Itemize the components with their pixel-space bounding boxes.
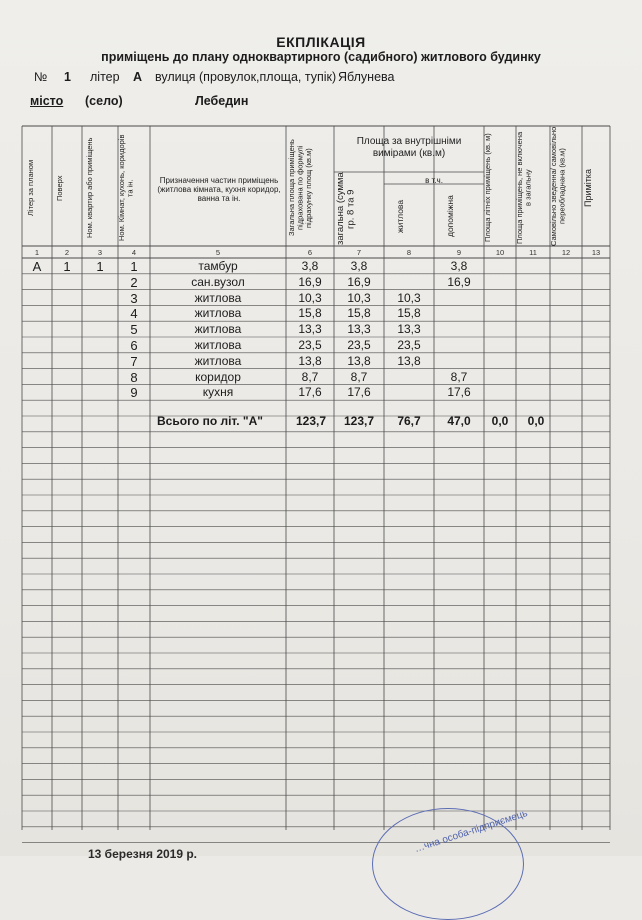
header-room: Ном. Кімнат, кухонь, коридорів та ін. xyxy=(117,134,135,242)
cell-formula-area: 13,8 xyxy=(298,353,322,368)
document-title: ЕКПЛІКАЦІЯ xyxy=(276,34,366,50)
column-number: 7 xyxy=(356,248,362,257)
cell-auxiliary: 8,7 xyxy=(450,369,468,384)
cell-living: 13,8 xyxy=(397,353,421,368)
cell-room: 5 xyxy=(130,322,138,338)
number-label: № xyxy=(34,70,48,84)
cell-apartment: 1 xyxy=(96,259,104,274)
column-number: 8 xyxy=(406,248,412,257)
header-floor: Поверх xyxy=(55,175,64,201)
cell-room: 1 xyxy=(130,259,138,274)
cell-formula-area: 10,3 xyxy=(298,290,322,305)
header-excluded: Площа приміщень, не включена в загальну xyxy=(515,131,533,245)
cell-total-area: 10,3 xyxy=(347,290,371,305)
street-label: вулиця (провулок,площа, тупік) xyxy=(155,70,337,84)
header-incl-group: в т.ч. xyxy=(425,176,443,185)
header-living: житлова xyxy=(395,199,405,233)
liter-value: А xyxy=(133,70,143,84)
cell-purpose: коридор xyxy=(195,369,241,384)
seal-stamp-text: …чна особа-підприємець xyxy=(413,808,530,855)
cell-auxiliary: 16,9 xyxy=(447,274,471,289)
cell-living: 10,3 xyxy=(397,290,421,305)
city-value: Лебедин xyxy=(195,94,249,108)
column-number: 13 xyxy=(591,248,601,257)
column-number: 12 xyxy=(561,248,571,257)
totals-auxiliary: 47,0 xyxy=(447,414,471,428)
street-value: Яблунева xyxy=(338,70,395,84)
cell-room: 8 xyxy=(130,369,138,385)
cell-formula-area: 16,9 xyxy=(298,274,322,289)
totals-living: 76,7 xyxy=(397,414,421,428)
cell-room: 9 xyxy=(130,385,138,401)
document-date: 13 березня 2019 р. xyxy=(88,847,198,861)
cell-purpose: житлова xyxy=(194,353,242,368)
number-value: 1 xyxy=(64,70,71,84)
header-liter: Літер за планом xyxy=(26,159,35,217)
column-number: 5 xyxy=(215,248,221,257)
cell-room: 6 xyxy=(130,338,138,353)
totals-label: Всього по літ. "А" xyxy=(157,414,263,428)
cell-room: 4 xyxy=(130,306,138,322)
cell-formula-area: 13,3 xyxy=(298,322,322,337)
cell-total-area: 8,7 xyxy=(350,369,368,384)
cell-total-area: 13,8 xyxy=(347,353,371,368)
city-label: місто xyxy=(30,94,64,108)
cell-room: 2 xyxy=(130,274,138,290)
cell-formula-area: 3,8 xyxy=(301,259,319,273)
column-number: 4 xyxy=(131,248,137,257)
column-number: 2 xyxy=(64,248,70,257)
cell-purpose: житлова xyxy=(194,338,242,352)
cell-living: 15,8 xyxy=(397,306,421,321)
cell-purpose: житлова xyxy=(194,322,242,337)
header-apartment: Ном. квартир або приміщень xyxy=(85,137,94,239)
cell-purpose: житлова xyxy=(194,290,242,305)
totals-excluded: 0,0 xyxy=(527,414,545,428)
cell-auxiliary: 17,6 xyxy=(447,385,471,400)
header-inner-area-group: Площа за внутрішніми вимірами (кв.м) xyxy=(356,136,462,159)
column-number: 1 xyxy=(34,248,40,257)
cell-floor: 1 xyxy=(63,259,71,274)
cell-living: 13,3 xyxy=(397,322,421,337)
village-label: (село) xyxy=(85,94,123,108)
column-number: 9 xyxy=(456,248,462,257)
header-formula-area: Загальна площа приміщень підрахована по формулі підрахунку площ (кв.м) xyxy=(287,139,313,237)
cell-total-area: 13,3 xyxy=(347,322,371,337)
header-total-area: загальна (сумма гр. 8 та 9 xyxy=(335,172,357,246)
totals-area: 123,7 xyxy=(295,414,327,428)
cell-purpose: сан.вузол xyxy=(191,274,245,289)
document-subtitle: приміщень до плану одноквартирного (садибного) житлового будинку xyxy=(101,50,541,64)
liter-label: літер xyxy=(90,70,120,84)
cell-room: 7 xyxy=(130,353,138,369)
cell-room: 3 xyxy=(130,290,138,306)
cell-auxiliary: 3,8 xyxy=(450,259,468,273)
column-number: 3 xyxy=(97,248,103,257)
cell-formula-area: 8,7 xyxy=(301,369,319,384)
cell-total-area: 15,8 xyxy=(347,306,371,321)
totals-total: 123,7 xyxy=(343,414,375,428)
cell-formula-area: 23,5 xyxy=(298,338,322,352)
header-auxiliary: допоміжна xyxy=(445,195,455,237)
cell-total-area: 16,9 xyxy=(347,274,371,289)
header-unauthorized: Самовільно зведенна/ самовільно переобладнана (кв.м) xyxy=(549,126,567,246)
column-number: 6 xyxy=(307,248,313,257)
cell-formula-area: 15,8 xyxy=(298,306,322,321)
header-purpose: Призначення частин приміщень (житлова кімната, кухня коридор, ванна та ін. xyxy=(157,176,281,203)
cell-formula-area: 17,6 xyxy=(298,385,322,400)
header-notes: Примітка xyxy=(583,169,593,207)
header-summer: Площа літніх приміщень (кв. м) xyxy=(483,133,492,243)
cell-purpose: тамбур xyxy=(198,259,238,273)
column-number: 10 xyxy=(495,248,505,257)
cell-total-area: 17,6 xyxy=(347,385,371,400)
column-number: 11 xyxy=(529,248,537,257)
totals-summer: 0,0 xyxy=(491,414,509,428)
cell-total-area: 23,5 xyxy=(347,338,371,352)
cell-living: 23,5 xyxy=(397,338,421,352)
cell-total-area: 3,8 xyxy=(350,259,368,273)
cell-purpose: кухня xyxy=(202,385,234,400)
cell-purpose: житлова xyxy=(194,306,242,321)
cell-liter: А xyxy=(32,259,42,274)
